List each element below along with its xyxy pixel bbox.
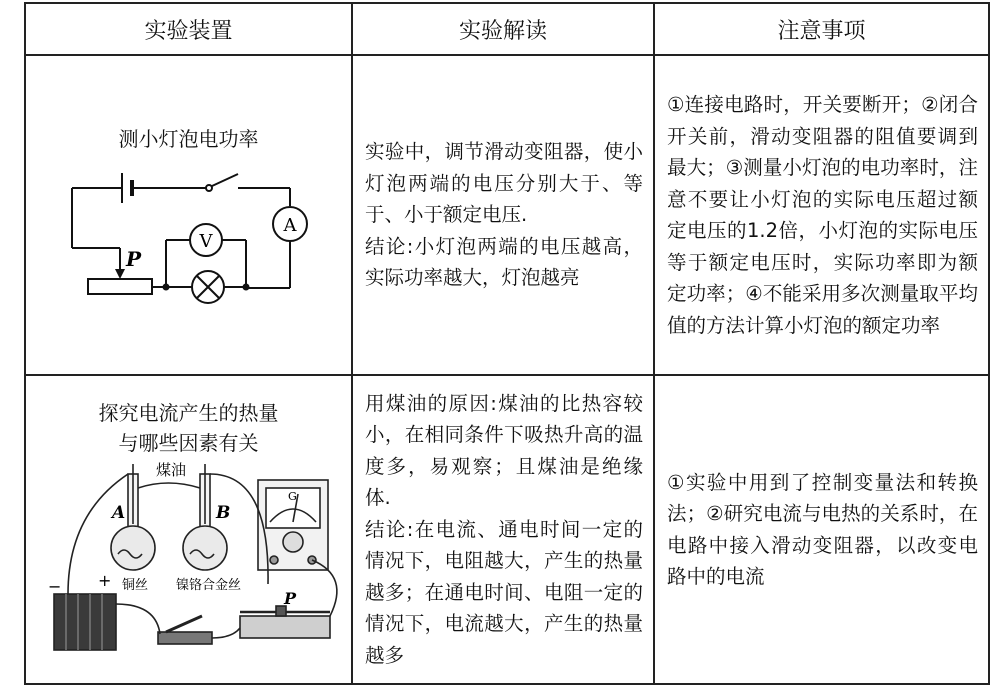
table-header-row xyxy=(25,3,989,55)
figure-caption: 测小灯泡电功率 xyxy=(118,127,259,151)
nichrome-wire-label: 镍铬合金丝 xyxy=(176,578,242,593)
kerosene-label: 煤油 xyxy=(156,461,187,479)
notes-text: ①连接电路时，开关要断开；②闭合开关前，滑动变阻器的阻值要调到最大；③测量小灯泡的电功率时，注意不要让小灯泡的实际电压超过额定电压的1.2倍，小灯泡的实际电压等于额定电压时，实际功率即为额定功率；④不能采用多次测量取平均值的方法计算小灯泡的额定功率 xyxy=(667,93,978,337)
figure-caption-line-1: 探究电流产生的热量 xyxy=(98,401,279,425)
experiment-table xyxy=(24,2,990,685)
header-interpretation: 实验解读 xyxy=(352,3,654,55)
slider-label: P xyxy=(126,247,142,271)
heat-experiment-figure xyxy=(26,376,351,683)
interpretation-text: 实验中，调节滑动变阻器，使小灯泡两端的电压分别大于、等于、小于额定电压. 结论:小灯泡两端的电压越高，实际功率越大，灯泡越亮 xyxy=(365,140,643,290)
bulb-power-figure xyxy=(26,56,351,374)
heat-apparatus-illustration xyxy=(26,376,351,685)
figure-caption-line-2: 与哪些因素有关 xyxy=(118,431,259,455)
voltmeter-label: V xyxy=(199,231,213,252)
battery-minus-label: − xyxy=(48,577,62,596)
rheostat-slider-label: P xyxy=(284,589,297,608)
table-row-heat-experiment xyxy=(25,375,989,684)
interpretation-text: 用煤油的原因:煤油的比热容较小，在相同条件下吸热升高的温度多，易观察；且煤油是绝缘体. 结论:在电流、通电时间一定的情况下，电阻越大，产生的热量越多；在通电时间、电阻一定的情况下，电流越大，产生的热量越多 xyxy=(365,391,643,667)
ammeter-label: A xyxy=(283,215,297,236)
notes-cell xyxy=(654,55,989,375)
table-row-bulb-power xyxy=(25,55,989,375)
flask-b-label: B xyxy=(216,503,231,523)
interpretation-cell xyxy=(352,55,654,375)
galvanometer-label: G xyxy=(288,490,297,503)
header-notes: 注意事项 xyxy=(654,3,989,55)
notes-cell xyxy=(654,375,989,684)
header-apparatus: 实验装置 xyxy=(25,3,352,55)
flask-a-label: A xyxy=(112,503,126,523)
notes-text: ①实验中用到了控制变量法和转换法；②研究电流与电热的关系时，在电路中接入滑动变阻器，以改变电路中的电流 xyxy=(667,470,978,588)
copper-wire-label: 铜丝 xyxy=(122,578,149,593)
apparatus-cell xyxy=(25,375,352,684)
interpretation-cell xyxy=(352,375,654,684)
circuit-diagram xyxy=(26,56,351,376)
battery-plus-label: + xyxy=(98,571,112,590)
apparatus-cell xyxy=(25,55,352,375)
